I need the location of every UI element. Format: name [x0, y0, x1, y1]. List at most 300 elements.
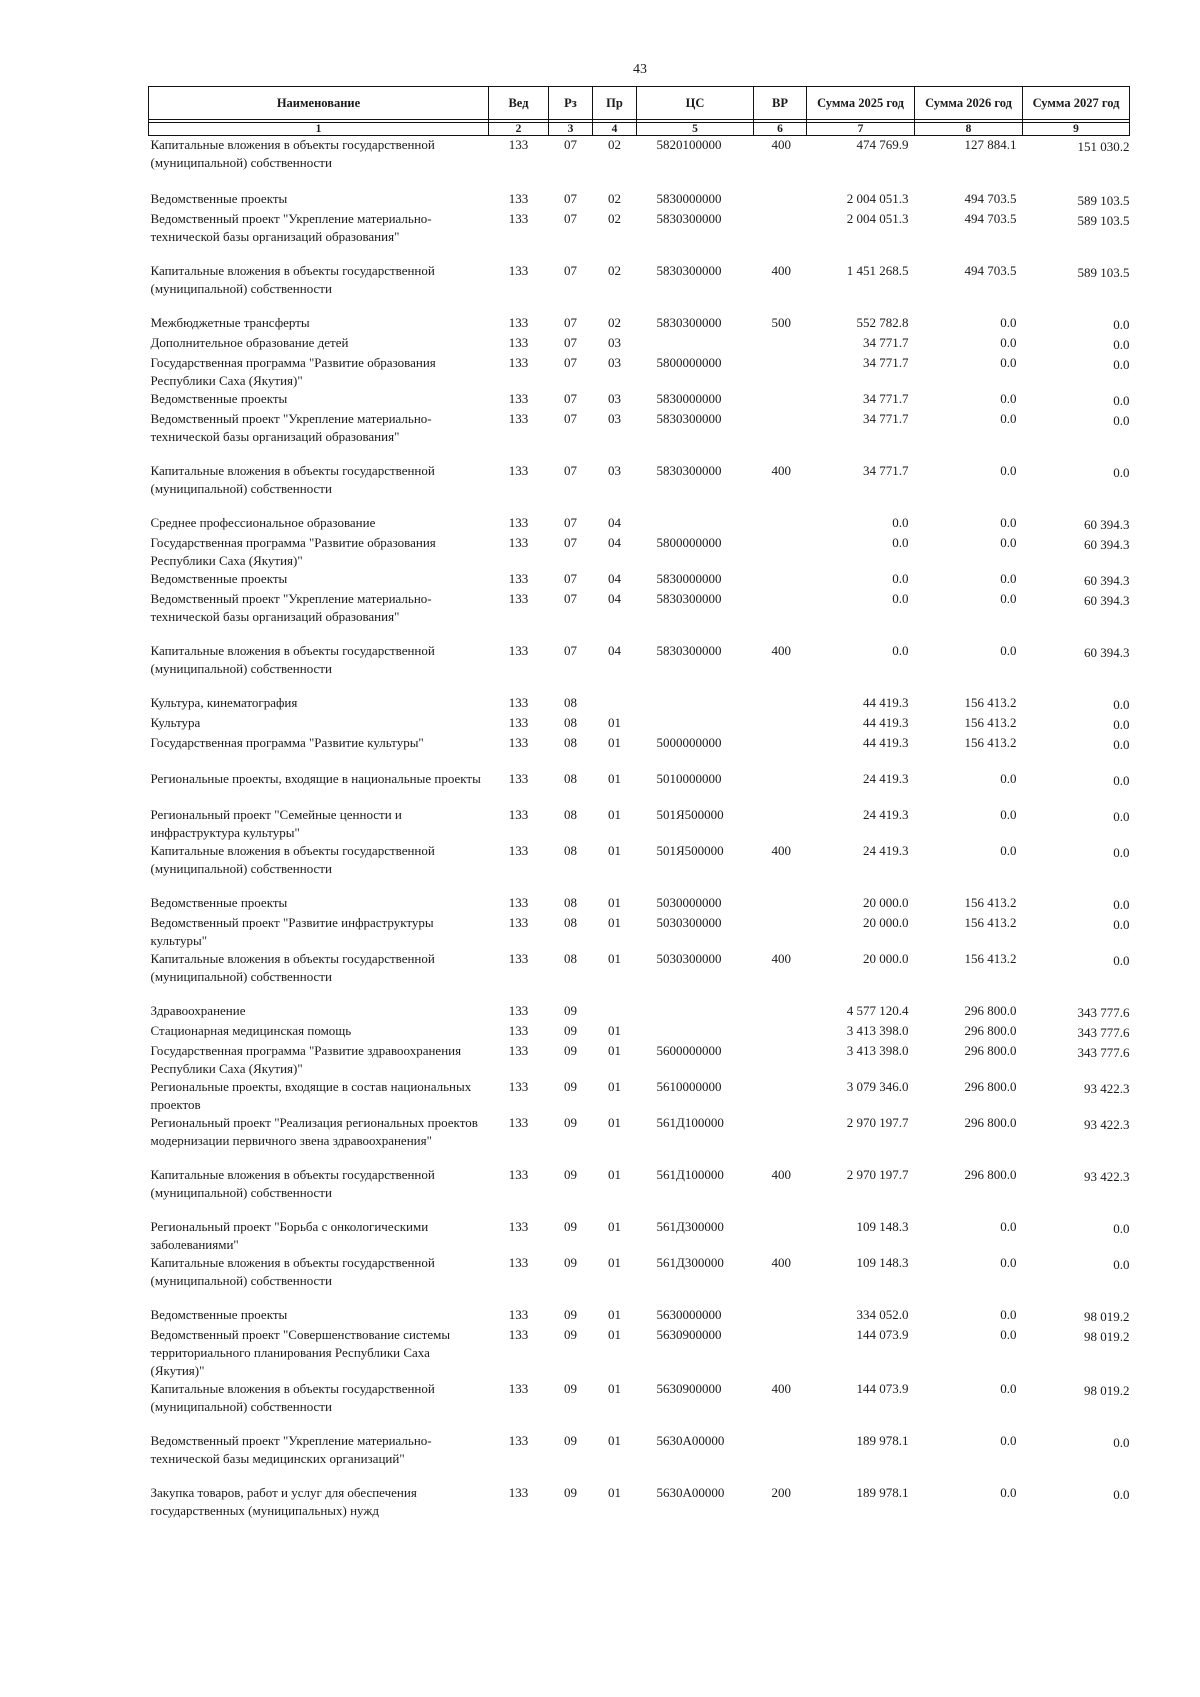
- cell-ved: 133: [508, 1218, 529, 1234]
- cell-rz: 07: [564, 590, 577, 606]
- cell-ved: 133: [508, 1078, 529, 1094]
- budget-table: [148, 86, 1130, 1520]
- table-row: [149, 590, 1130, 642]
- cell-vr: [754, 410, 807, 462]
- column-header: ВР: [754, 87, 807, 120]
- cell-cs: 5030300000: [656, 950, 722, 966]
- cell-ved: 133: [508, 806, 529, 822]
- cell-pr: 01: [608, 1218, 621, 1234]
- cell-ved: 133: [508, 190, 529, 206]
- cell-rz: 09: [564, 1254, 577, 1270]
- cell-ved: 133: [508, 1432, 529, 1448]
- cell-s2026: 0.0: [1000, 590, 1017, 606]
- cell-s2026: 296 800.0: [964, 1078, 1017, 1094]
- cell-pr: 04: [608, 642, 621, 658]
- cell-name: Ведомственный проект "Укрепление материально-технической базы медицинских организаций": [150, 1432, 432, 1466]
- cell-name: Ведомственные проекты: [150, 390, 288, 406]
- cell-s2027: 0.0: [1113, 916, 1130, 932]
- cell-pr: 01: [608, 914, 621, 930]
- cell-rz: 07: [564, 210, 577, 226]
- cell-ved: 133: [508, 534, 529, 550]
- cell-name: Региональные проекты, входящие в состав национальных проектов: [150, 1078, 472, 1112]
- cell-ved: 133: [508, 210, 529, 226]
- cell-s2027: 0.0: [1113, 716, 1130, 732]
- cell-s2025: 4 577 120.4: [846, 1002, 909, 1018]
- cell-vr: 400: [771, 1166, 791, 1182]
- cell-cs: [637, 1002, 754, 1022]
- cell-name: Межбюджетные трансферты: [150, 314, 310, 330]
- cell-pr: 01: [608, 806, 621, 822]
- cell-s2026: 494 703.5: [964, 190, 1017, 206]
- cell-rz: 09: [564, 1484, 577, 1500]
- table-row: [149, 210, 1130, 262]
- cell-ved: 133: [508, 1380, 529, 1396]
- table-row: [149, 190, 1130, 210]
- cell-ved: 133: [508, 334, 529, 350]
- cell-rz: 08: [564, 734, 577, 750]
- cell-name: Капитальные вложения в объекты государственной (муниципальной) собственности: [150, 262, 435, 296]
- cell-rz: 08: [564, 914, 577, 930]
- column-header: Наименование: [149, 87, 489, 120]
- cell-s2026: 0.0: [1000, 570, 1017, 586]
- cell-pr: 02: [608, 190, 621, 206]
- cell-cs: 561Д100000: [656, 1166, 724, 1182]
- cell-s2027: 0.0: [1113, 412, 1130, 428]
- cell-rz: 09: [564, 1042, 577, 1058]
- column-header: Рз: [549, 87, 593, 120]
- cell-ved: 133: [508, 714, 529, 730]
- cell-s2025: 34 771.7: [863, 334, 909, 350]
- cell-s2025: 20 000.0: [863, 894, 909, 910]
- cell-s2026: 296 800.0: [964, 1166, 1017, 1182]
- cell-pr: 04: [608, 570, 621, 586]
- cell-vr: 400: [771, 462, 791, 478]
- cell-s2025: 44 419.3: [863, 694, 909, 710]
- cell-rz: 09: [564, 1166, 577, 1182]
- cell-vr: [754, 534, 807, 570]
- cell-pr: 01: [608, 1432, 621, 1448]
- cell-s2026: 0.0: [1000, 842, 1017, 858]
- cell-s2026: 0.0: [1000, 514, 1017, 530]
- cell-ved: 133: [508, 354, 529, 370]
- cell-name: Региональные проекты, входящие в национальные проекты: [150, 770, 481, 786]
- cell-ved: 133: [508, 1166, 529, 1182]
- cell-ved: 133: [508, 734, 529, 750]
- cell-s2027: 98 019.2: [1084, 1382, 1130, 1398]
- cell-pr: 04: [608, 590, 621, 606]
- cell-cs: 5830300000: [656, 210, 722, 226]
- cell-name: Ведомственные проекты: [150, 190, 288, 206]
- cell-ved: 133: [508, 410, 529, 426]
- cell-s2027: 0.0: [1113, 844, 1130, 860]
- cell-rz: 07: [564, 334, 577, 350]
- cell-s2027: 0.0: [1113, 336, 1130, 352]
- cell-s2026: 0.0: [1000, 334, 1017, 350]
- cell-ved: 133: [508, 642, 529, 658]
- cell-name: Капитальные вложения в объекты государственной (муниципальной) собственности: [150, 1254, 435, 1288]
- column-number: 4: [593, 123, 637, 136]
- cell-s2027: 0.0: [1113, 696, 1130, 712]
- cell-vr: [754, 390, 807, 410]
- cell-vr: 400: [771, 950, 791, 966]
- cell-pr: 01: [608, 1254, 621, 1270]
- cell-rz: 08: [564, 714, 577, 730]
- cell-cs: 561Д100000: [656, 1114, 724, 1130]
- cell-rz: 09: [564, 1114, 577, 1130]
- cell-name: Государственная программа "Развитие образования Республики Саха (Якутия)": [150, 354, 436, 388]
- cell-ved: 133: [508, 1484, 529, 1500]
- cell-s2025: 0.0: [892, 534, 909, 550]
- cell-vr: [754, 1002, 807, 1022]
- cell-name: Государственная программа "Развитие культуры": [150, 734, 424, 750]
- cell-vr: [754, 1022, 807, 1042]
- column-number: 8: [915, 123, 1023, 136]
- cell-pr: 01: [608, 734, 621, 750]
- cell-rz: 08: [564, 770, 577, 786]
- cell-s2025: 34 771.7: [863, 390, 909, 406]
- cell-s2027: 589 103.5: [1077, 192, 1130, 208]
- cell-s2025: 24 419.3: [863, 770, 909, 786]
- cell-pr: 03: [608, 334, 621, 350]
- cell-cs: 5830000000: [656, 190, 722, 206]
- cell-ved: 133: [508, 1002, 529, 1018]
- cell-s2025: 144 073.9: [856, 1326, 909, 1342]
- cell-ved: 133: [508, 570, 529, 586]
- cell-vr: 400: [771, 1380, 791, 1396]
- cell-cs: 5830000000: [656, 390, 722, 406]
- cell-name: Стационарная медицинская помощь: [150, 1022, 352, 1038]
- cell-s2026: 156 413.2: [964, 950, 1017, 966]
- column-header: Сумма 2027 год: [1023, 87, 1130, 120]
- cell-name: Региональный проект "Семейные ценности и инфраструктура культуры": [150, 806, 402, 840]
- cell-s2025: 34 771.7: [863, 410, 909, 426]
- cell-s2026: 296 800.0: [964, 1022, 1017, 1038]
- cell-s2026: 0.0: [1000, 770, 1017, 786]
- cell-vr: 400: [771, 137, 791, 152]
- cell-s2027: 0.0: [1113, 808, 1130, 824]
- cell-name: Капитальные вложения в объекты государственной (муниципальной) собственности: [150, 642, 435, 676]
- cell-s2025: 144 073.9: [856, 1380, 909, 1396]
- cell-vr: [754, 1042, 807, 1078]
- table-row: [149, 1078, 1130, 1114]
- cell-vr: [754, 590, 807, 642]
- cell-pr: 01: [608, 1484, 621, 1500]
- cell-pr: 03: [608, 354, 621, 370]
- cell-s2027: 0.0: [1113, 1434, 1130, 1450]
- cell-rz: 07: [564, 570, 577, 586]
- table-row: [149, 136, 1130, 190]
- table-row: [149, 534, 1130, 570]
- cell-vr: 400: [771, 642, 791, 658]
- cell-rz: 07: [564, 390, 577, 406]
- cell-s2026: 0.0: [1000, 534, 1017, 550]
- cell-vr: [754, 1218, 807, 1254]
- cell-vr: [754, 514, 807, 534]
- table-row: [149, 1002, 1130, 1022]
- cell-pr: 01: [608, 1326, 621, 1342]
- cell-rz: 07: [564, 642, 577, 658]
- cell-pr: 01: [608, 714, 621, 730]
- table-row: [149, 770, 1130, 806]
- table-row: [149, 570, 1130, 590]
- cell-name: Закупка товаров, работ и услуг для обеспечения государственных (муниципальных) нужд: [150, 1484, 417, 1518]
- table-row: [149, 950, 1130, 1002]
- table-row: [149, 806, 1130, 842]
- cell-vr: [754, 734, 807, 770]
- cell-s2025: 2 970 197.7: [846, 1114, 909, 1130]
- table-row: [149, 842, 1130, 894]
- cell-name: Капитальные вложения в объекты государственной (муниципальной) собственности: [150, 842, 435, 876]
- cell-cs: 501Я500000: [656, 842, 724, 858]
- table-row: [149, 714, 1130, 734]
- cell-s2027: 93 422.3: [1084, 1168, 1130, 1184]
- cell-s2026: 0.0: [1000, 642, 1017, 658]
- cell-s2025: 109 148.3: [856, 1218, 909, 1234]
- column-number: 2: [489, 123, 549, 136]
- table-row: [149, 694, 1130, 714]
- cell-pr: 01: [608, 1022, 621, 1038]
- cell-s2027: 0.0: [1113, 896, 1130, 912]
- cell-ved: 133: [508, 137, 529, 152]
- cell-s2026: 494 703.5: [964, 262, 1017, 278]
- cell-ved: 133: [508, 462, 529, 478]
- cell-vr: 500: [771, 314, 791, 330]
- cell-s2025: 552 782.8: [856, 314, 909, 330]
- cell-name: Капитальные вложения в объекты государственной (муниципальной) собственности: [150, 950, 435, 984]
- cell-s2025: 20 000.0: [863, 914, 909, 930]
- cell-s2025: 44 419.3: [863, 714, 909, 730]
- table-row: [149, 1218, 1130, 1254]
- cell-vr: [754, 190, 807, 210]
- cell-s2026: 0.0: [1000, 1432, 1017, 1448]
- cell-name: Капитальные вложения в объекты государственной (муниципальной) собственности: [150, 462, 435, 496]
- cell-name: Ведомственные проекты: [150, 1306, 288, 1322]
- cell-s2027: 60 394.3: [1084, 516, 1130, 532]
- cell-s2025: 334 052.0: [856, 1306, 909, 1322]
- cell-vr: 400: [771, 262, 791, 278]
- cell-pr: 01: [608, 770, 621, 786]
- cell-pr: 03: [608, 410, 621, 426]
- cell-cs: 5630000000: [656, 1306, 722, 1322]
- cell-cs: 561Д300000: [656, 1218, 724, 1234]
- cell-s2027: 60 394.3: [1084, 592, 1130, 608]
- cell-s2025: 189 978.1: [856, 1484, 909, 1500]
- cell-pr: 02: [608, 314, 621, 330]
- table-row: [149, 914, 1130, 950]
- cell-ved: 133: [508, 314, 529, 330]
- cell-pr: 02: [608, 262, 621, 278]
- cell-s2025: 189 978.1: [856, 1432, 909, 1448]
- column-number: 5: [637, 123, 754, 136]
- cell-s2027: 343 777.6: [1077, 1024, 1130, 1040]
- column-number: 3: [549, 123, 593, 136]
- cell-cs: 5800000000: [656, 354, 722, 370]
- cell-s2025: 2 004 051.3: [846, 190, 909, 206]
- cell-s2026: 0.0: [1000, 462, 1017, 478]
- cell-pr: 01: [608, 950, 621, 966]
- table-row: [149, 1380, 1130, 1432]
- cell-cs: 5610000000: [656, 1078, 722, 1094]
- cell-ved: 133: [508, 590, 529, 606]
- cell-s2027: 0.0: [1113, 952, 1130, 968]
- table-row: [149, 1022, 1130, 1042]
- cell-vr: [754, 1432, 807, 1484]
- cell-vr: [754, 806, 807, 842]
- cell-cs: 5830300000: [656, 410, 722, 426]
- cell-rz: 08: [564, 694, 577, 710]
- cell-s2026: 0.0: [1000, 1380, 1017, 1396]
- cell-name: Ведомственные проекты: [150, 570, 288, 586]
- cell-cs: 5830000000: [656, 570, 722, 586]
- cell-rz: 07: [564, 462, 577, 478]
- cell-name: Ведомственный проект "Развитие инфраструктуры культуры": [150, 914, 434, 948]
- table-row: [149, 314, 1130, 334]
- table-row: [149, 642, 1130, 694]
- cell-rz: 07: [564, 354, 577, 370]
- cell-ved: 133: [508, 262, 529, 278]
- cell-vr: [754, 354, 807, 390]
- cell-vr: 400: [771, 842, 791, 858]
- cell-s2027: 343 777.6: [1077, 1004, 1130, 1020]
- cell-pr: 01: [608, 894, 621, 910]
- cell-pr: 01: [608, 1078, 621, 1094]
- cell-s2027: 98 019.2: [1084, 1308, 1130, 1324]
- cell-cs: 5830300000: [656, 262, 722, 278]
- table-row: [149, 334, 1130, 354]
- cell-name: Ведомственный проект "Совершенствование системы территориального планирования Республики Саха (Якутия)": [150, 1326, 451, 1378]
- cell-s2026: 0.0: [1000, 806, 1017, 822]
- column-number: 6: [754, 123, 807, 136]
- column-header: Сумма 2025 год: [807, 87, 915, 120]
- cell-vr: [754, 694, 807, 714]
- cell-name: Здравоохранение: [150, 1002, 246, 1018]
- cell-pr: 04: [608, 514, 621, 530]
- cell-s2027: 0.0: [1113, 772, 1130, 788]
- cell-rz: 09: [564, 1432, 577, 1448]
- cell-cs: [637, 694, 754, 714]
- cell-rz: 08: [564, 950, 577, 966]
- cell-s2025: 20 000.0: [863, 950, 909, 966]
- cell-vr: [754, 210, 807, 262]
- cell-cs: 5030000000: [656, 894, 722, 910]
- header-row: [149, 87, 1130, 120]
- cell-pr: 03: [608, 462, 621, 478]
- cell-name: Культура, кинематография: [150, 694, 298, 710]
- cell-name: Капитальные вложения в объекты государственной (муниципальной) собственности: [150, 1166, 435, 1200]
- cell-cs: 5010000000: [656, 770, 722, 786]
- cell-name: Среднее профессиональное образование: [150, 514, 376, 530]
- table-row: [149, 1042, 1130, 1078]
- cell-pr: 01: [608, 1306, 621, 1322]
- cell-s2027: 0.0: [1113, 356, 1130, 372]
- table-row: [149, 1326, 1130, 1380]
- cell-rz: 07: [564, 262, 577, 278]
- cell-rz: 07: [564, 514, 577, 530]
- cell-cs: 5830300000: [656, 590, 722, 606]
- cell-s2027: 0.0: [1113, 316, 1130, 332]
- table-row: [149, 354, 1130, 390]
- cell-cs: [637, 1022, 754, 1042]
- cell-s2027: 589 103.5: [1077, 212, 1130, 228]
- cell-vr: [754, 334, 807, 354]
- cell-s2025: 2 004 051.3: [846, 210, 909, 226]
- cell-s2026: 156 413.2: [964, 734, 1017, 750]
- cell-s2026: 0.0: [1000, 410, 1017, 426]
- cell-vr: [754, 714, 807, 734]
- cell-ved: 133: [508, 390, 529, 406]
- cell-s2027: 0.0: [1113, 464, 1130, 480]
- cell-name: Ведомственный проект "Укрепление материально-технической базы организаций образования": [150, 410, 432, 444]
- table-row: [149, 462, 1130, 514]
- cell-cs: 5630900000: [656, 1326, 722, 1342]
- cell-s2025: 474 769.9: [856, 137, 909, 152]
- cell-s2026: 0.0: [1000, 390, 1017, 406]
- table-row: [149, 894, 1130, 914]
- cell-ved: 133: [508, 1114, 529, 1130]
- cell-pr: 03: [608, 390, 621, 406]
- cell-vr: [754, 1326, 807, 1380]
- cell-vr: [754, 1078, 807, 1114]
- table-row: [149, 1166, 1130, 1218]
- cell-cs: 5830300000: [656, 642, 722, 658]
- column-number: 9: [1023, 123, 1130, 136]
- cell-rz: 07: [564, 314, 577, 330]
- table-row: [149, 734, 1130, 770]
- cell-rz: 07: [564, 190, 577, 206]
- cell-rz: 09: [564, 1002, 577, 1018]
- table-body: [149, 136, 1130, 1520]
- cell-name: Ведомственные проекты: [150, 894, 288, 910]
- cell-name: Региональный проект "Борьба с онкологическими заболеваниями": [150, 1218, 429, 1252]
- table-row: [149, 1484, 1130, 1520]
- cell-vr: [754, 894, 807, 914]
- cell-s2026: 0.0: [1000, 1306, 1017, 1322]
- table-row: [149, 410, 1130, 462]
- cell-rz: 09: [564, 1022, 577, 1038]
- cell-ved: 133: [508, 1326, 529, 1342]
- cell-rz: 08: [564, 842, 577, 858]
- cell-s2025: 0.0: [892, 590, 909, 606]
- cell-s2027: 0.0: [1113, 736, 1130, 752]
- cell-rz: 07: [564, 137, 577, 152]
- cell-vr: [754, 570, 807, 590]
- cell-cs: 5600000000: [656, 1042, 722, 1058]
- cell-s2025: 24 419.3: [863, 842, 909, 858]
- table-row: [149, 390, 1130, 410]
- cell-pr: 02: [608, 210, 621, 226]
- cell-cs: 561Д300000: [656, 1254, 724, 1270]
- cell-s2025: 3 413 398.0: [846, 1042, 909, 1058]
- cell-s2025: 3 079 346.0: [846, 1078, 909, 1094]
- cell-s2026: 296 800.0: [964, 1114, 1017, 1130]
- column-number: 7: [807, 123, 915, 136]
- cell-ved: 133: [508, 842, 529, 858]
- cell-s2026: 156 413.2: [964, 894, 1017, 910]
- cell-ved: 133: [508, 1306, 529, 1322]
- cell-rz: 08: [564, 894, 577, 910]
- cell-rz: 09: [564, 1218, 577, 1234]
- cell-s2025: 3 413 398.0: [846, 1022, 909, 1038]
- column-header: ЦС: [637, 87, 754, 120]
- cell-pr: [593, 694, 637, 714]
- cell-s2025: 44 419.3: [863, 734, 909, 750]
- cell-rz: 09: [564, 1306, 577, 1322]
- cell-s2025: 2 970 197.7: [846, 1166, 909, 1182]
- cell-s2027: 0.0: [1113, 1220, 1130, 1236]
- cell-name: Дополнительное образование детей: [150, 334, 349, 350]
- column-number-row: [149, 123, 1130, 136]
- cell-ved: 133: [508, 914, 529, 930]
